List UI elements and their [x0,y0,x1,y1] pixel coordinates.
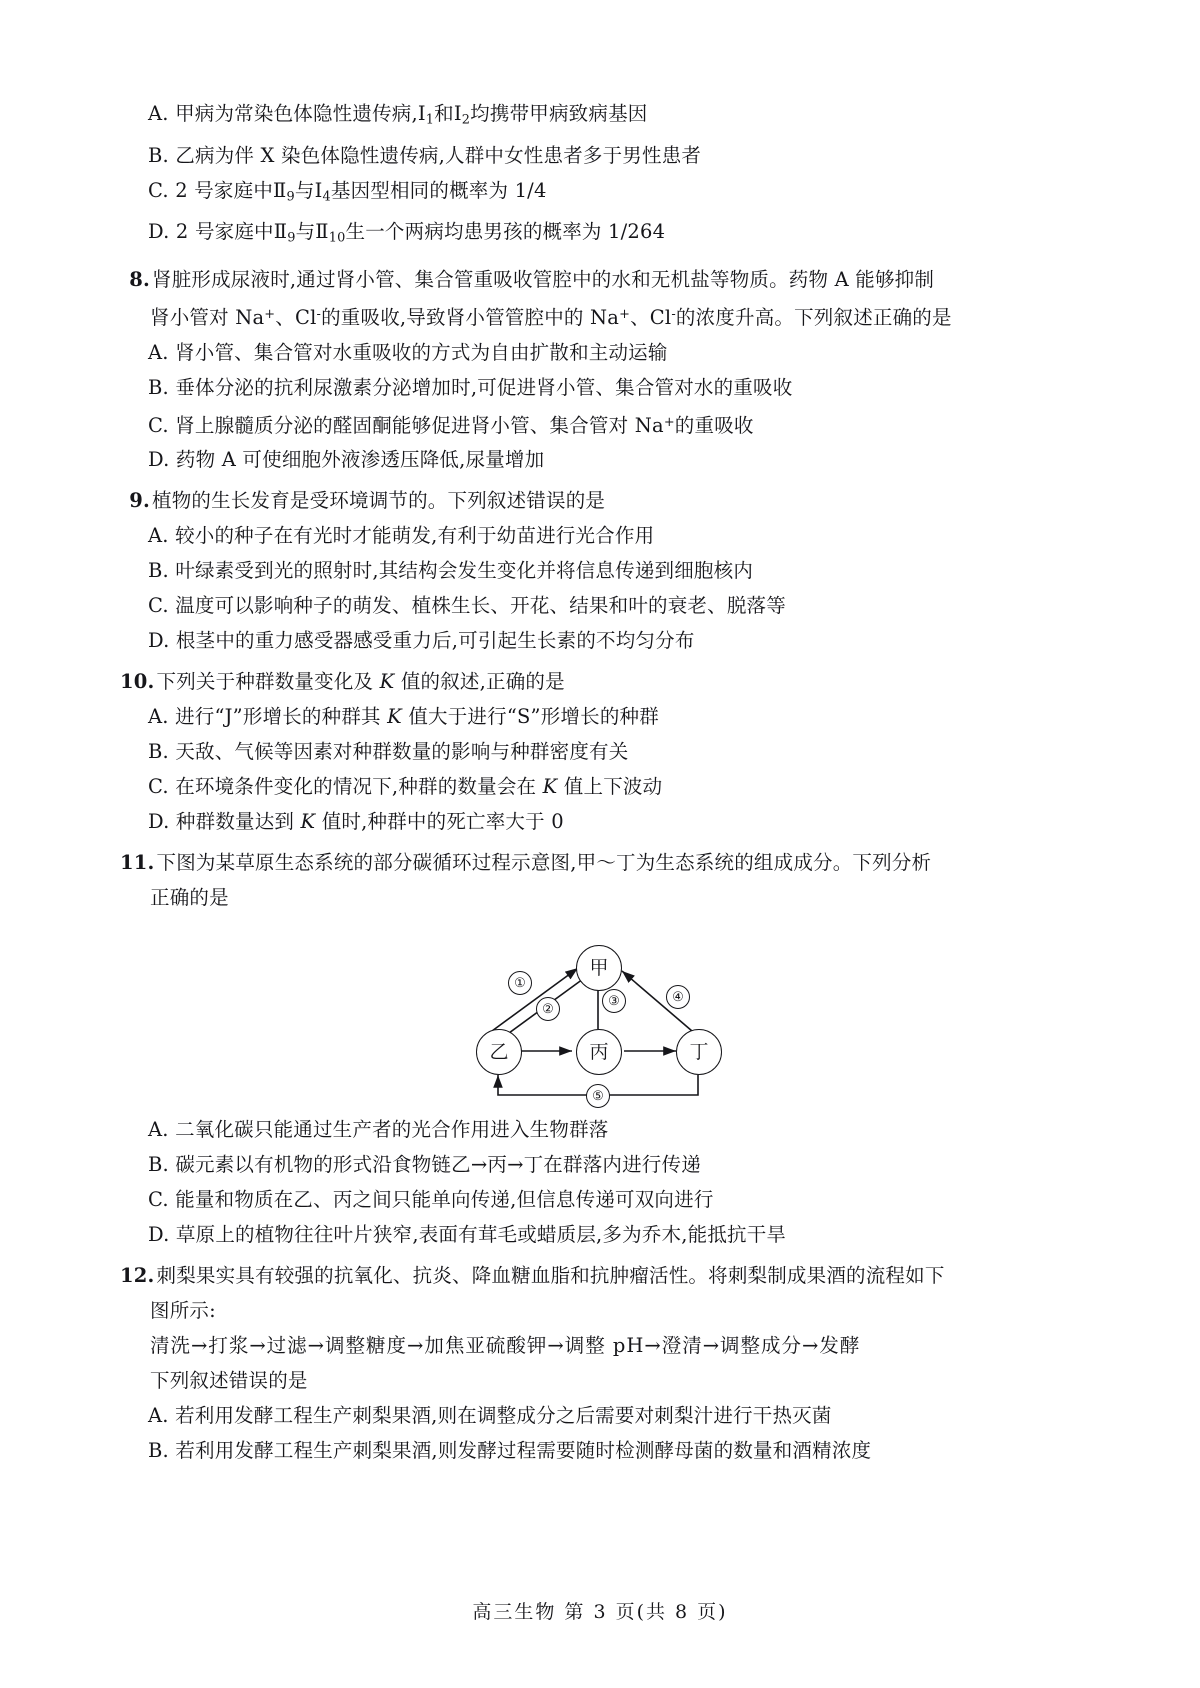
option-c: C. 温度可以影响种子的萌发、植株生长、开花、结果和叶的衰老、脱落等 [148,594,786,618]
option-a: A. 若利用发酵工程生产刺梨果酒,则在调整成分之后需要对刺梨汁进行干热灭菌 [148,1404,832,1428]
option-b: B. 碳元素以有机物的形式沿食物链乙→丙→丁在群落内进行传递 [148,1153,701,1177]
option-b: B. 叶绿素受到光的照射时,其结构会发生变化并将信息传递到细胞核内 [148,559,754,583]
diagram-node-bing: 丙 [576,1029,622,1075]
question-7-options [120,96,1080,256]
diagram-edge-label-5: ⑤ [586,1084,610,1108]
option-a: A. 较小的种子在有光时才能萌发,有利于幼苗进行光合作用 [148,524,655,548]
option-d: D. 2 号家庭中$Ⅱ_9$与$Ⅱ_{10}$生一个两病均患男孩的概率为 1/264 [148,220,666,246]
question-stem: 肾脏形成尿液时,通过肾小管、集合管重吸收管腔中的水和无机盐等物质。药物 A 能够抑制 [152,267,935,291]
question-12 [120,1258,1080,1468]
diagram-edge-label-1: ① [508,971,532,995]
question-stem: 下列关于种群数量变化及 K 值的叙述,正确的是 [156,670,565,694]
question-number: 8. [129,267,150,291]
question-stem: 刺梨果实具有较强的抗氧化、抗炎、降血糖血脂和抗肿瘤活性。将刺梨制成果酒的流程如下 [156,1264,945,1288]
question-number: 10. [120,670,155,694]
question-stem-line2: 正确的是 [150,886,229,910]
diagram-node-jia: 甲 [576,945,622,991]
question-stem: 植物的生长发育是受环境调节的。下列叙述错误的是 [152,489,606,513]
question-8 [120,262,1080,478]
question-stem: 下图为某草原生态系统的部分碳循环过程示意图,甲～丁为生态系统的组成成分。下列分析 [156,851,932,875]
option-d: D. 草原上的植物往往叶片狭窄,表面有茸毛或蜡质层,多为乔木,能抵抗干旱 [148,1223,787,1247]
option-c: C. 能量和物质在乙、丙之间只能单向传递,但信息传递可双向进行 [148,1188,714,1212]
question-stem-line2: 肾小管对 Na+、Cl-的重吸收,导致肾小管管腔中的 Na+、Cl-的浓度升高。下列叙述正确的是 [150,305,952,329]
question-11 [120,845,1080,1252]
option-a: A. 二氧化碳只能通过生产者的光合作用进入生物群落 [148,1118,609,1142]
question-stem-line2: 图所示: [150,1299,216,1323]
option-a: A. 甲病为常染色体隐性遗传病$,Ⅰ_1$和$Ⅰ_2$均携带甲病致病基因 [148,102,648,128]
option-c: C. 在环境条件变化的情况下,种群的数量会在 K 值上下波动 [148,775,663,799]
option-d: D. 药物 A 可使细胞外液渗透压降低,尿量增加 [148,448,545,472]
question-10 [120,664,1080,839]
diagram-edge-label-3: ③ [602,989,626,1013]
option-c: C. 2 号家庭中$Ⅱ_9$与$Ⅰ_4$基因型相同的概率为 1/4 [148,178,547,205]
question-number: 9. [129,489,150,513]
option-d: D. 根茎中的重力感受器感受重力后,可引起生长素的不均匀分布 [148,629,695,653]
diagram-edge-label-2: ② [536,997,560,1021]
carbon-cycle-diagram [120,923,1080,1108]
process-flow: 清洗→打浆→过滤→调整糖度→加焦亚硫酸钾→调整 pH→澄清→调整成分→发酵 [150,1334,861,1358]
diagram-node-yi: 乙 [476,1029,522,1075]
option-b: B. 天敌、气候等因素对种群数量的影响与种群密度有关 [148,740,629,764]
question-number: 12. [120,1264,155,1288]
option-c: C. 肾上腺髓质分泌的醛固酮能够促进肾小管、集合管对 Na+的重吸收 [148,413,754,437]
question-sub-stem: 下列叙述错误的是 [150,1369,308,1393]
question-9 [120,483,1080,658]
option-b: B. 垂体分泌的抗利尿激素分泌增加时,可促进肾小管、集合管对水的重吸收 [148,375,793,399]
option-b: B. 乙病为伴 X 染色体隐性遗传病,人群中女性患者多于男性患者 [148,143,702,167]
diagram-edge-label-4: ④ [666,985,690,1009]
option-a: A. 进行“J”形增长的种群其 K 值大于进行“S”形增长的种群 [148,705,659,729]
diagram-node-ding: 丁 [676,1029,722,1075]
option-a: A. 肾小管、集合管对水重吸收的方式为自由扩散和主动运输 [148,340,668,364]
option-d: D. 种群数量达到 K 值时,种群中的死亡率大于 0 [148,810,564,834]
question-number: 11. [120,851,155,875]
page-footer: 高三生物 第 3 页(共 8 页) [472,1601,728,1623]
option-b: B. 若利用发酵工程生产刺梨果酒,则发酵过程需要随时检测酵母菌的数量和酒精浓度 [148,1439,872,1463]
